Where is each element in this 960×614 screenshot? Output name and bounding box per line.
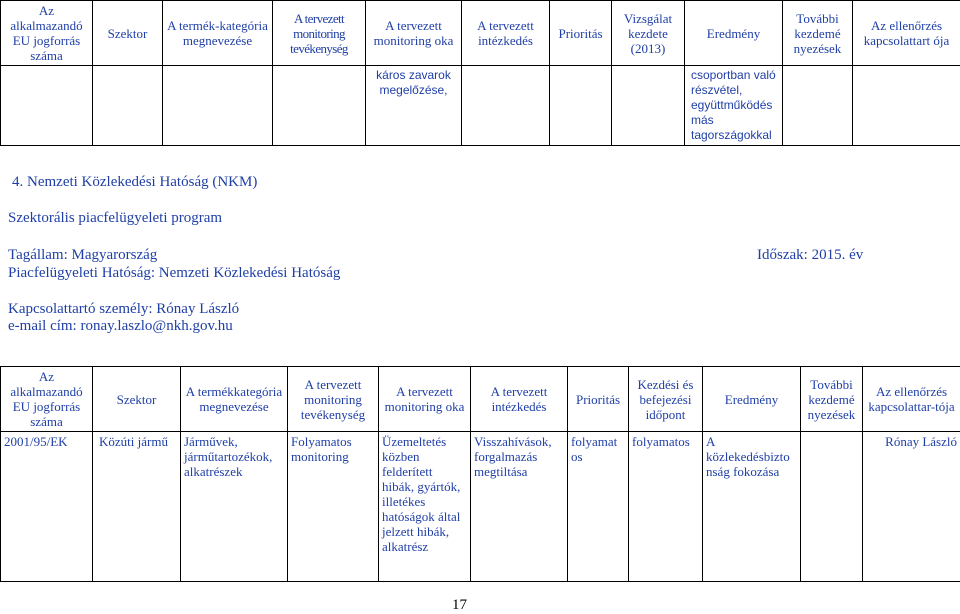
- header-cell: Az ellenőrzés kapcsolattar-tója: [863, 367, 960, 432]
- header-cell: A tervezett intézkedés: [462, 1, 550, 66]
- header-cell: A tervezett intézkedés: [471, 367, 568, 432]
- table-cell: csoportban való részvétel, együttműködés más tagországokkal: [685, 66, 783, 146]
- header-cell: A termék-kategória megnevezése: [163, 1, 273, 66]
- table-cell: Rónay László: [863, 432, 960, 582]
- header-cell: A tervezett monitoring tevékenység: [288, 367, 379, 432]
- table-cell: [93, 66, 163, 146]
- header-cell: A termékkategória megnevezése: [181, 367, 288, 432]
- table-cell: Járművek, járműtartozékok, alkatrészek: [181, 432, 288, 582]
- header-cell: Szektor: [93, 367, 181, 432]
- table-cell: káros zavarok megelőzése,: [366, 66, 462, 146]
- header-cell: Az alkalmazandó EU jogforrás száma: [1, 1, 93, 66]
- header-cell: Az ellenőrzés kapcsolattart ója: [853, 1, 960, 66]
- header-cell: A tervezett monitoring oka: [366, 1, 462, 66]
- table-cell: 2001/95/EK: [1, 432, 93, 582]
- table-cell: Üzemeltetés közben felderített hibák, gyártók, illetékes hatóságok által jelzett hibák, alkatrész: [379, 432, 471, 582]
- top-table: [0, 0, 960, 146]
- header-cell: További kezdemé nyezések: [783, 1, 853, 66]
- header-cell: Szektor: [93, 1, 163, 66]
- contact-person: Kapcsolattartó személy: Rónay László: [8, 301, 240, 317]
- table-cell: folyamat os: [568, 432, 629, 582]
- header-cell: Prioritás: [568, 367, 629, 432]
- header-cell: Az alkalmazandó EU jogforrás száma: [1, 367, 93, 432]
- header-cell: Vizsgálat kezdete (2013): [612, 1, 685, 66]
- table-cell: [853, 66, 960, 146]
- header-cell: Kezdési és befejezési időpont: [629, 367, 703, 432]
- header-cell: A tervezett monitoring tevékenység: [273, 1, 366, 66]
- table-cell: [783, 66, 853, 146]
- period: Időszak: 2015. év: [757, 247, 864, 263]
- header-cell: Eredmény: [703, 367, 801, 432]
- page-number: 17: [452, 597, 467, 613]
- table-cell: [612, 66, 685, 146]
- header-cell: Eredmény: [685, 1, 783, 66]
- member-state: Tagállam: Magyarország: [8, 247, 158, 263]
- header-cell: Prioritás: [550, 1, 612, 66]
- section-heading: 4. Nemzeti Közlekedési Hatóság (NKM): [12, 174, 258, 190]
- top-table-header-row: [1, 1, 960, 66]
- authority: Piacfelügyeleti Hatóság: Nemzeti Közlekedési Hatóság: [8, 265, 341, 281]
- table-cell: [462, 66, 550, 146]
- program-title: Szektorális piacfelügyeleti program: [8, 210, 223, 226]
- table-cell: [163, 66, 273, 146]
- table-cell: Folyamatos monitoring: [288, 432, 379, 582]
- table-cell: Közúti jármű: [93, 432, 181, 582]
- table-cell: [550, 66, 612, 146]
- table-cell: [1, 66, 93, 146]
- header-cell: További kezdemé nyezések: [801, 367, 863, 432]
- table-cell: folyamatos: [629, 432, 703, 582]
- monitoring-table-header-row: [1, 367, 960, 432]
- top-table-row: [1, 66, 960, 146]
- header-cell: A tervezett monitoring oka: [379, 367, 471, 432]
- table-cell: [273, 66, 366, 146]
- table-cell: A közlekedésbizto nság fokozása: [703, 432, 801, 582]
- table-cell: [801, 432, 863, 582]
- table-cell: Visszahívások, forgalmazás megtiltása: [471, 432, 568, 582]
- monitoring-table: [0, 366, 960, 582]
- email: e-mail cím: ronay.laszlo@nkh.gov.hu: [8, 318, 233, 334]
- monitoring-table-row: [1, 432, 960, 582]
